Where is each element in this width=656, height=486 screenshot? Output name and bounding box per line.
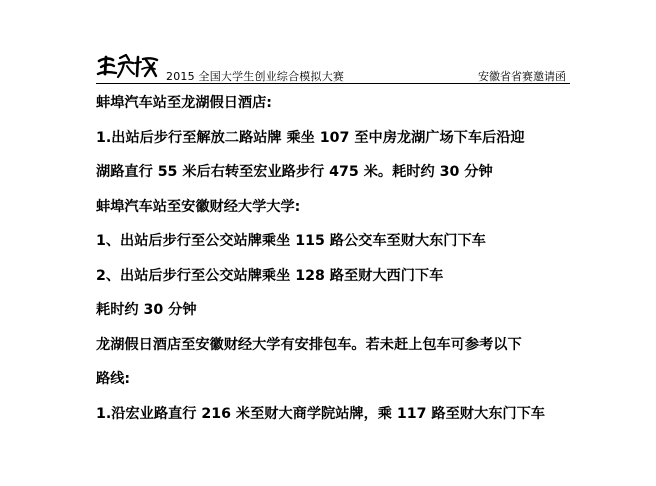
text-line: 湖路直行 55 米后右转至宏业路步行 475 米。耗时约 30 分钟 xyxy=(96,164,493,180)
text-line: 路线: xyxy=(96,371,131,387)
header-title: 2015 全国大学生创业综合模拟大赛 xyxy=(166,70,345,83)
heading-bus-station-to-university: 蚌埠汽车站至安徽财经大学大学: xyxy=(96,198,301,215)
text-line: 耗时约 30 分钟 xyxy=(96,302,197,318)
header-divider xyxy=(96,83,570,84)
text-line: 1.出站后步行至解放二路站牌 乘坐 107 至中房龙湖广场下车后沿迎 xyxy=(96,129,525,146)
text-line: 1、出站后步行至公交站牌乘坐 115 路公交车至财大东门下车 xyxy=(96,233,486,249)
calligraphy-logo xyxy=(96,52,160,80)
page-header xyxy=(96,52,570,86)
heading-bus-station-to-hotel: 蚌埠汽车站至龙湖假日酒店: xyxy=(96,95,272,111)
text-line: 2、出站后步行至公交站牌乘坐 128 路至财大西门下车 xyxy=(96,267,444,284)
text-line: 1.沿宏业路直行 216 米至财大商学院站牌，乘 117 路至财大东门下车 xyxy=(96,405,545,422)
header-document-type: 安徽省省赛邀请函 xyxy=(478,70,566,83)
document-body xyxy=(96,86,566,431)
text-line: 龙湖假日酒店至安徽财经大学有安排包车。若未赶上包车可参考以下 xyxy=(96,336,522,353)
